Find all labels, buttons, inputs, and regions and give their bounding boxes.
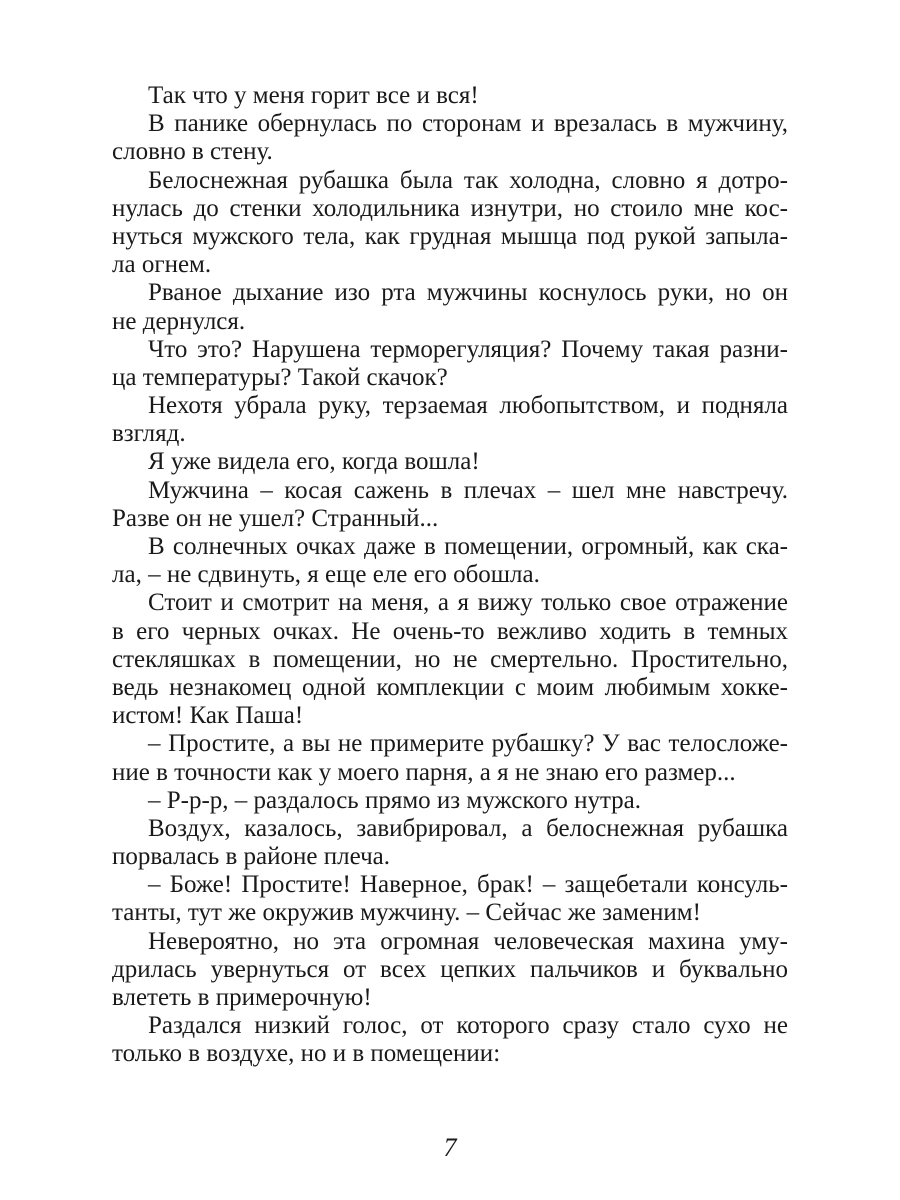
text-line: ла огнем. xyxy=(112,251,212,279)
text-line: стекляшках в помещении, но не смертельно. Простительно, xyxy=(112,645,788,673)
text-line: словно в стену. xyxy=(112,138,273,166)
text-line: ца температуры? Такой скачок? xyxy=(112,363,448,391)
paragraph xyxy=(112,928,788,1013)
text-line: в его черных очках. Не очень-то вежливо ходить в темных xyxy=(112,617,788,645)
paragraph xyxy=(112,82,788,110)
paragraph xyxy=(112,533,788,589)
text-line: В панике обернулась по сторонам и врезалась в мужчину, xyxy=(148,110,788,138)
paragraph xyxy=(112,815,788,871)
text-line: истом! Как Паша! xyxy=(112,702,304,730)
text-line: ла, – не сдвинуть, я еще еле его обошла. xyxy=(112,561,540,589)
paragraph xyxy=(112,1012,788,1068)
text-line: Белоснежная рубашка была так холодна, словно я дотро- xyxy=(148,166,788,194)
text-line: танты, тут же окружив мужчину. – Сейчас же заменим! xyxy=(112,899,701,927)
text-line: Рваное дыхание изо рта мужчины коснулось руки, но он xyxy=(148,279,788,307)
text-line: дрилась увернуться от всех цепких пальчиков и буквально xyxy=(112,955,788,983)
text-line: Воздух, казалось, завибрировал, а белоснежная рубашка xyxy=(148,814,788,842)
text-line: ние в точности как у моего парня, а я не знаю его размер... xyxy=(112,758,736,786)
paragraph xyxy=(112,110,788,166)
text-line: Мужчина – косая сажень в плечах – шел мне навстречу. xyxy=(148,476,788,504)
paragraph xyxy=(112,871,788,927)
page-body-text xyxy=(112,82,788,1069)
paragraph xyxy=(112,167,788,280)
text-line: порвалась в районе плеча. xyxy=(112,843,390,871)
text-line: Раздался низкий голос, от которого сразу стало сухо не xyxy=(148,1012,788,1040)
paragraph xyxy=(112,477,788,533)
text-line: Невероятно, но эта огромная человеческая махина уму- xyxy=(148,927,788,955)
text-line: нулась до стенки холодильника изнутри, но стоило мне кос- xyxy=(112,194,788,222)
text-line: В солнечных очках даже в помещении, огромный, как ска- xyxy=(148,533,788,560)
paragraph xyxy=(112,448,788,476)
text-line: Разве он не ушел? Странный... xyxy=(112,504,439,532)
text-line: – Боже! Простите! Наверное, брак! – защебетали консуль- xyxy=(148,871,788,899)
text-line: только в воздухе, но и в помещении: xyxy=(112,1040,501,1068)
paragraph xyxy=(112,589,788,730)
paragraph xyxy=(112,730,788,786)
text-line: Что это? Нарушена терморегуляция? Почему такая разни- xyxy=(148,335,788,363)
text-line: влететь в примерочную! xyxy=(112,984,372,1011)
text-line: – Простите, а вы не примерите рубашку? У вас телосложе- xyxy=(148,730,788,758)
paragraph xyxy=(112,787,788,815)
text-line: не дернулся. xyxy=(112,307,246,335)
page-number: 7 xyxy=(443,1133,457,1162)
text-line: нуться мужского тела, как грудная мышца под рукой запыла- xyxy=(112,222,788,250)
text-line: Так что у меня горит все и вся! xyxy=(148,82,479,109)
paragraph xyxy=(112,336,788,392)
paragraph xyxy=(112,279,788,335)
text-line: Я уже видела его, когда вошла! xyxy=(148,448,480,476)
paragraph xyxy=(112,392,788,448)
text-line: – Р-р-р, – раздалось прямо из мужского нутра. xyxy=(148,786,642,814)
text-line: Стоит и смотрит на меня, а я вижу только свое отражение xyxy=(148,589,788,617)
text-line: взгляд. xyxy=(112,420,186,448)
text-line: Нехотя убрала руку, терзаемая любопытством, и подняла xyxy=(148,392,788,420)
text-line: ведь незнакомец одной комплекции с моим любимым хокке- xyxy=(112,673,788,701)
